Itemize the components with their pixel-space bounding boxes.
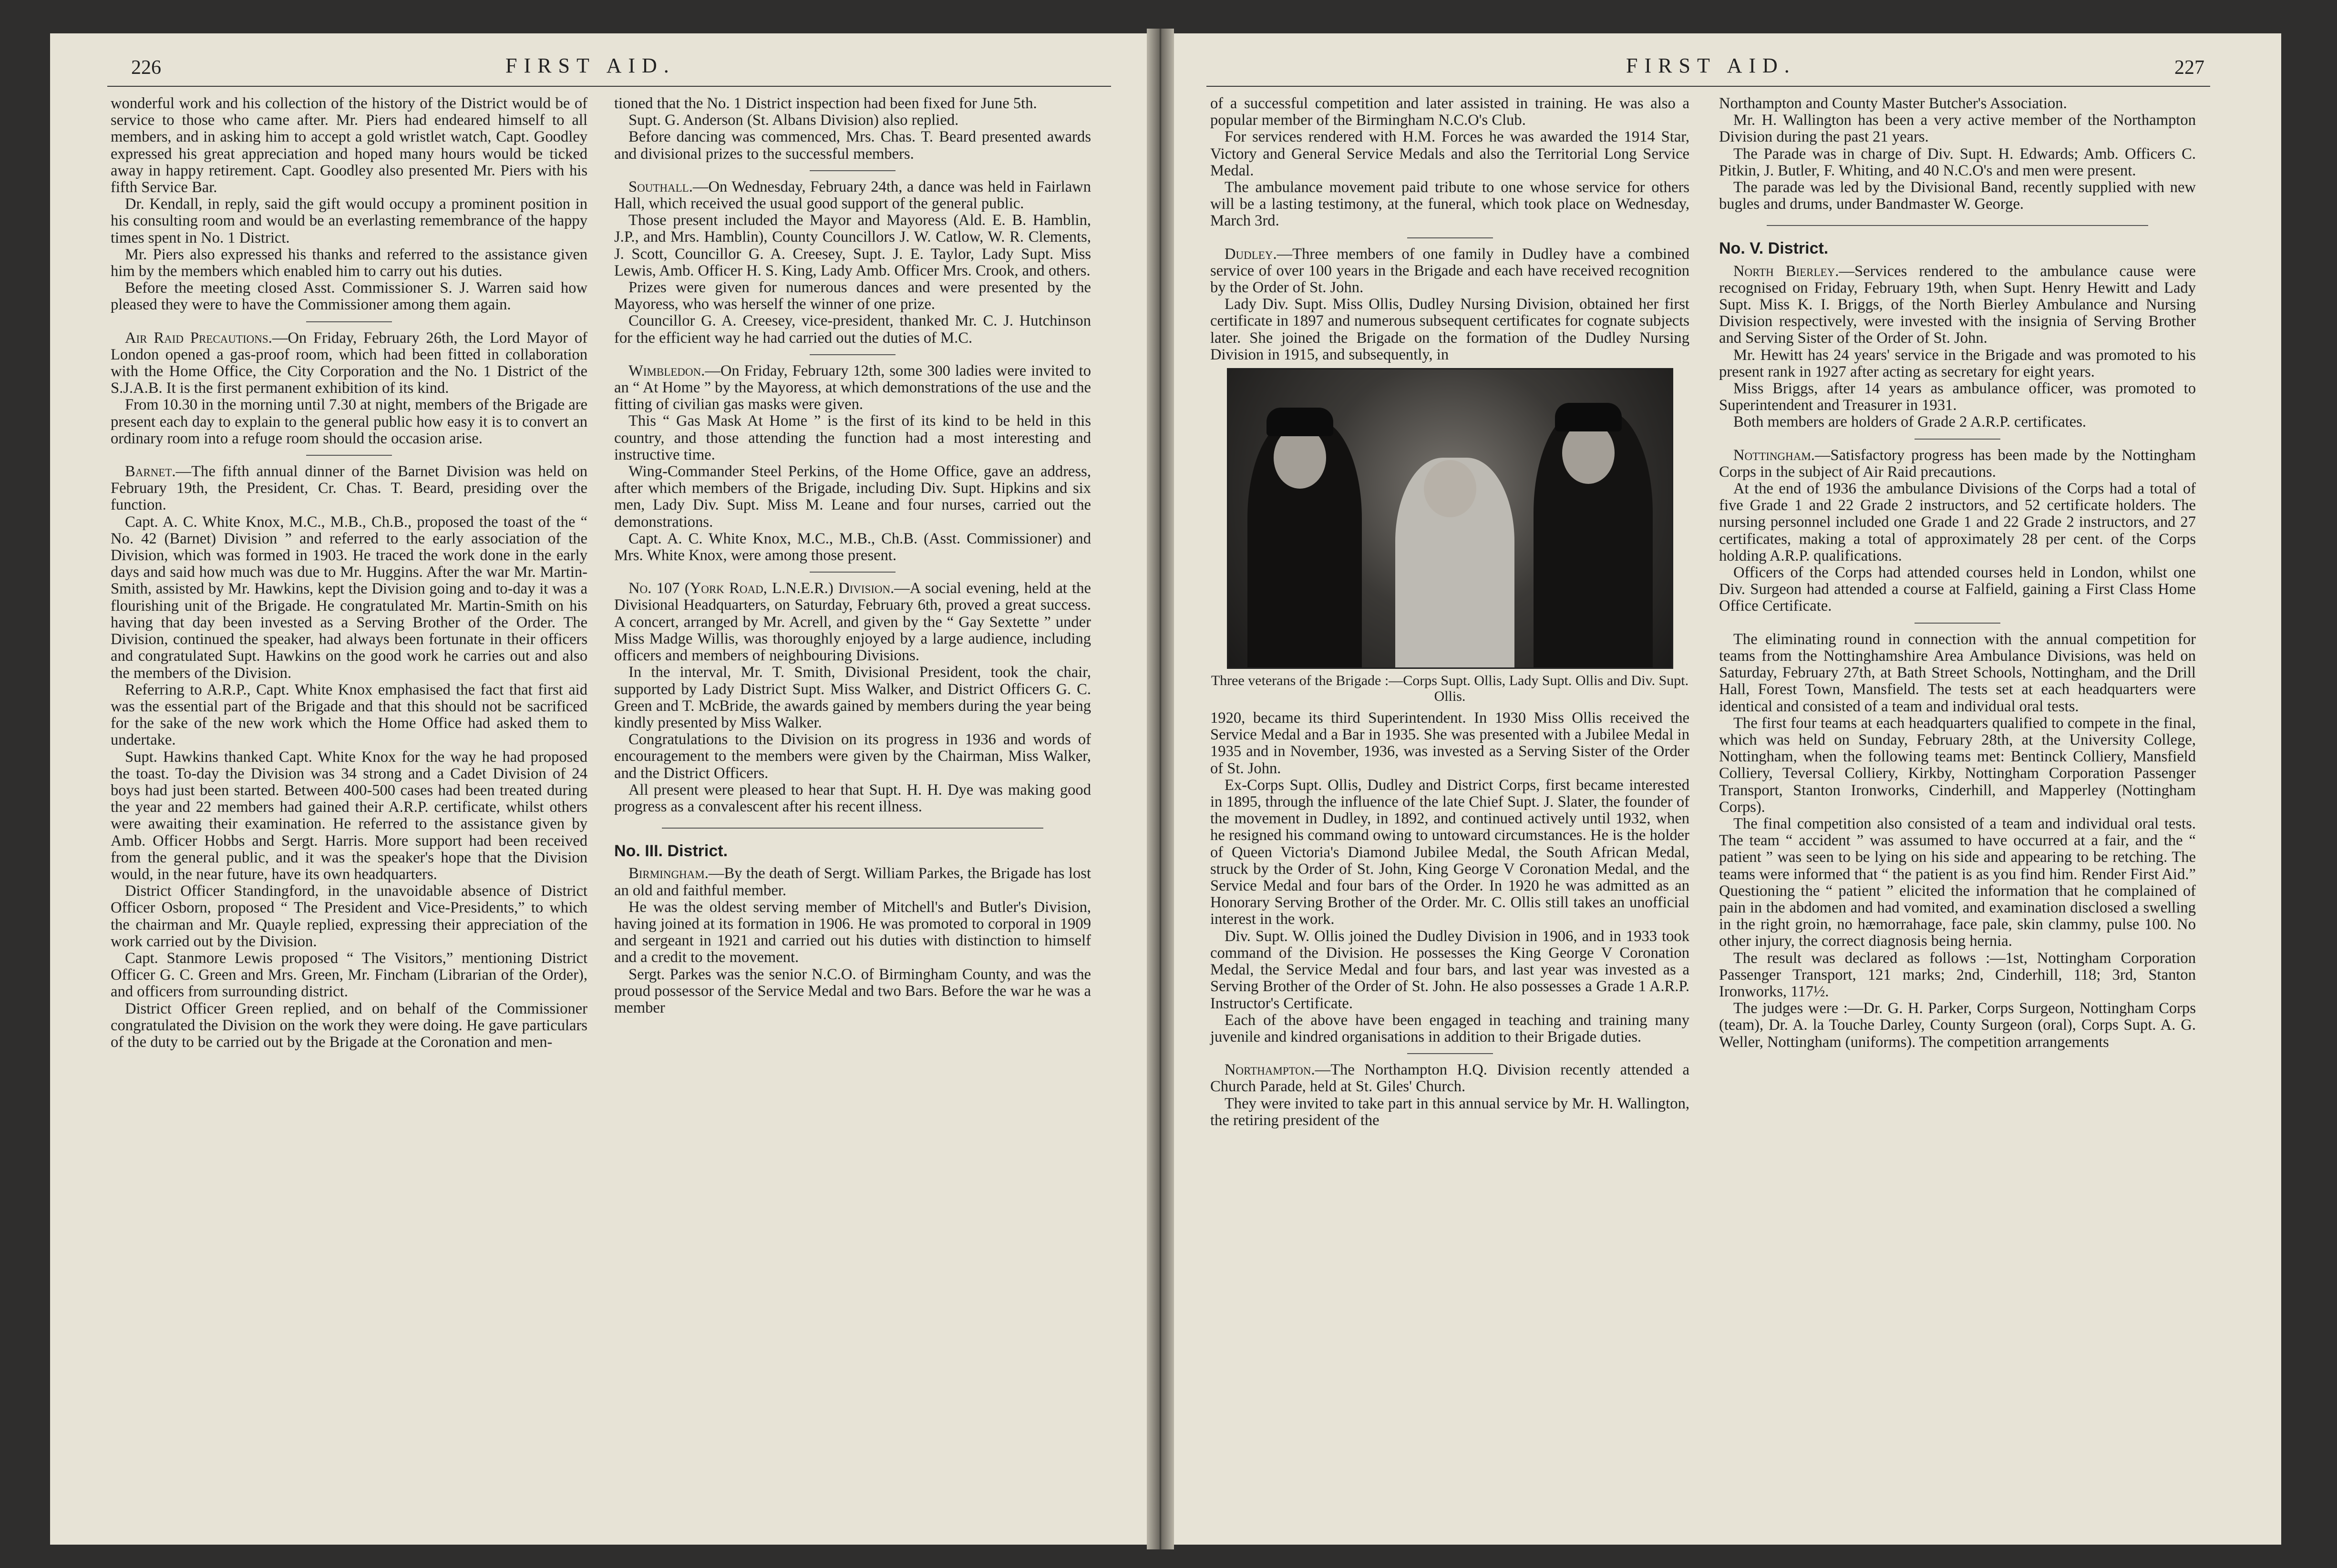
section-separator bbox=[306, 321, 392, 322]
paragraph-text: —By the death of Sergt. William Parkes, the Brigade has lost an old and faithful member. bbox=[614, 865, 1091, 899]
paragraph-text: —On Friday, February 26th, the Lord Mayor of London opened a gas-proof room, which had been fitted in collaboration with the Home Office, the City Corporation and the No. 1 District of the S.J.A.B. It is the first permanent exhibition of its kind. bbox=[111, 329, 588, 397]
paragraph bbox=[111, 682, 587, 749]
paragraph-text: Before the meeting closed Asst. Commissioner S. J. Warren said how pleased they were to have the Commissioner among them again. bbox=[111, 279, 587, 314]
paragraph bbox=[1719, 112, 2196, 145]
paragraph bbox=[1719, 347, 2196, 380]
paragraph-lead: Nottingham. bbox=[1733, 446, 1815, 464]
paragraph-text: District Officer Standingford, in the unavoidable absence of District Officer Osborn, proposed “ The President and Vice-Presidents,” to which the chairman and Mr. Quayle replied, expressing their appreciation of the work carried out by the Division. bbox=[111, 882, 587, 950]
paragraph bbox=[1719, 263, 2196, 347]
paragraph bbox=[1210, 928, 1689, 1012]
paragraph bbox=[1210, 179, 1689, 230]
paragraph-text: At the end of 1936 the ambulance Divisions of the Corps had a total of five Grade 1 and 22 Grade 2 instructors, and 52 certificate holders. The nursing personnel included one Grade 1 and 22 Grade 2 instructors, and 27 certificates, making a total of approximately 28 per cent. of the Corps holding A.R.P. qualifications. bbox=[1719, 480, 2196, 564]
paragraph-lead: Birmingham. bbox=[628, 865, 709, 882]
district-rule bbox=[1767, 225, 2148, 226]
paragraph bbox=[614, 782, 1091, 815]
paragraph bbox=[1210, 95, 1689, 129]
paragraph-text: —The Northampton H.Q. Division recently attended a Church Parade, held at St. Giles' Church. bbox=[1210, 1061, 1689, 1096]
paragraph bbox=[1719, 715, 2196, 816]
paragraph bbox=[1210, 1096, 1689, 1129]
paragraph-text: Each of the above have been engaged in teaching and training many juvenile and kindred organisations in addition to their Brigade duties. bbox=[1210, 1011, 1689, 1045]
paragraph bbox=[111, 330, 587, 397]
district-rule bbox=[662, 828, 1043, 829]
paragraph-text: of a successful competition and later assisted in training. He was also a popular member of the Birmingham N.C.O's Club. bbox=[1210, 95, 1689, 129]
paragraph bbox=[1719, 146, 2196, 179]
paragraph-text: Supt. G. Anderson (St. Albans Division) also replied. bbox=[628, 112, 959, 129]
left-column-1 bbox=[111, 95, 587, 1051]
right-page-number: 227 bbox=[2174, 57, 2204, 79]
paragraph bbox=[614, 313, 1091, 346]
paragraph bbox=[111, 196, 587, 246]
paragraph-text: —On Friday, February 12th, some 300 ladies were invited to an “ At Home ” by the Mayoress, at which demonstrations of the use and the fitting of civilian gas masks were given. bbox=[614, 362, 1091, 413]
paragraph-lead: Air Raid Precautions. bbox=[125, 329, 272, 347]
right-column-2 bbox=[1719, 95, 2196, 1051]
cap-left bbox=[1266, 408, 1333, 436]
section-separator bbox=[810, 572, 896, 573]
paragraph bbox=[614, 129, 1091, 162]
paragraph-lead: Dudley. bbox=[1225, 245, 1277, 263]
section-separator bbox=[1407, 237, 1493, 238]
left-header-rule bbox=[107, 86, 1111, 87]
paragraph-text: Capt. A. C. White Knox, M.C., M.B., Ch.B., proposed the toast of the “ No. 42 (Barnet) Division ” and referred to the early association of the Division, which was formed in 1903. He traced the work done in the early days and said how much was due to Mr. Huggins. After the war Mr. Martin-Smith, assisted by Mr. Hawkins, kept the Division going and to-day it was a flourishing unit of the Brigade. He congratulated Mr. Martin-Smith on his having that day been invested as a Serving Brother of the Order. The Division, continued the speaker, had always been fortunate in their officers and congratulated Supt. Hawkins on the good work he carries out and also the members of the Division. bbox=[111, 513, 587, 682]
photo-caption: Three veterans of the Brigade :—Corps Supt. Ollis, Lady Supt. Ollis and Div. Supt. Ollis. bbox=[1211, 673, 1689, 705]
paragraph bbox=[1210, 246, 1689, 297]
paragraph-text: —Three members of one family in Dudley have a combined service of over 100 years in the Brigade and each have received recognition by the Order of St. John. bbox=[1210, 245, 1689, 297]
paragraph bbox=[1719, 447, 2196, 481]
paragraph bbox=[1719, 95, 2196, 112]
paragraph bbox=[111, 514, 587, 682]
paragraph-text: The parade was led by the Divisional Band, recently supplied with new bugles and drums, under Bandmaster W. George. bbox=[1719, 179, 2196, 213]
paragraph bbox=[111, 1001, 587, 1051]
paragraph bbox=[111, 950, 587, 1001]
paragraph bbox=[614, 95, 1091, 112]
paragraph-text: The eliminating round in connection with the annual competition for teams from the Nottinghamshire Area Ambulance Divisions, was held on Saturday, February 27th, at Bath Street Schools, Nottingham, and the Drill Hall, Forest Town, Mansfield. The tests set at each headquarters were identical and consisted of a team and individual oral tests. bbox=[1719, 630, 2196, 715]
district-heading: No. V. District. bbox=[1719, 239, 1829, 258]
paragraph-text: Wing-Commander Steel Perkins, of the Home Office, gave an address, after which members of the Brigade, including Div. Supt. Hipkins and six men, Lady Div. Supt. Miss M. Leane and four nurses, carried out the demonstrations. bbox=[614, 463, 1091, 531]
paragraph-text: The result was declared as follows :—1st, Nottingham Corporation Passenger Transport, 121 marks; 2nd, Cinderhill, 118; 3rd, Stanton Ironworks, 117½. bbox=[1719, 949, 2196, 1000]
paragraph-lead: No. 107 (York Road, L.N.E.R.) Division. bbox=[628, 580, 895, 597]
section-separator bbox=[1407, 1053, 1493, 1054]
paragraph-text: —A social evening, held at the Divisional Headquarters, on Saturday, February 6th, proved a great success. A concert, arranged by Mr. Acrell, and given by the “ Gay Sextette ” under Miss Madge Willis, was thoroughly enjoyed by a large audience, including officers and members of neighbouring Divisions. bbox=[614, 580, 1091, 665]
paragraph-text: Supt. Hawkins thanked Capt. White Knox for the way he had proposed the toast. To-day the Division was 34 strong and a Cadet Division of 24 boys had just been started. Between 400-500 cases had been treated during the year and 22 members had gained their A.R.P. certificate, whilst others were awaiting their examination. He referred to the assistance given by Amb. Officer Hobbs and Sergt. Harris. More support had been received from the general public, and it was the speaker's hope that the Division would, in the near future, have its own headquarters. bbox=[111, 748, 587, 883]
paragraph-text: The Parade was in charge of Div. Supt. H. Edwards; Amb. Officers C. Pitkin, J. Butler, F. Whiting, and 40 N.C.O's and men were present. bbox=[1719, 145, 2196, 179]
left-column-2 bbox=[614, 95, 1091, 1016]
paragraph-text: This “ Gas Mask At Home ” is the first of its kind to be held in this country, and those attending the function had a most interesting and instructive time. bbox=[614, 412, 1091, 463]
cap-right bbox=[1555, 403, 1622, 431]
district-heading: No. III. District. bbox=[614, 842, 728, 861]
paragraph-text: 1920, became its third Superintendent. In 1930 Miss Ollis received the Service Medal and a Bar in 1935. She was presented with a Jubilee Medal in 1935 and in November, 1936, was invested as a Serving Sister of the Order of St. John. bbox=[1210, 709, 1689, 777]
section-separator bbox=[1915, 439, 2000, 440]
paragraph-text: All present were pleased to hear that Supt. H. H. Dye was making good progress as a convalescent after his recent illness. bbox=[614, 781, 1091, 815]
paragraph bbox=[614, 179, 1091, 212]
paragraph bbox=[1210, 1062, 1689, 1095]
section-separator bbox=[306, 455, 392, 456]
paragraph bbox=[111, 463, 587, 514]
paragraph-text: For services rendered with H.M. Forces he was awarded the 1914 Star, Victory and General Service Medals and also the Territorial Long Service Medal. bbox=[1210, 128, 1689, 179]
paragraph-text: tioned that the No. 1 District inspection had been fixed for June 5th. bbox=[614, 95, 1037, 112]
left-page-number: 226 bbox=[131, 57, 161, 79]
paragraph bbox=[1719, 816, 2196, 950]
paragraph-text: —Satisfactory progress has been made by the Nottingham Corps in the subject of Air Raid precautions. bbox=[1719, 446, 2196, 481]
paragraph bbox=[614, 112, 1091, 129]
paragraph bbox=[614, 580, 1091, 664]
paragraph-lead: North Bierley. bbox=[1733, 262, 1839, 280]
paragraph-text: Those present included the Mayor and Mayoress (Ald. E. B. Hamblin, J.P., and Mrs. Hamblin), County Councillors J. W. Catlow, W. R. Clements, J. Scott, Councillor G. A. Creesey, Supt. J. E. Taylor, Lady Supt. Miss Lewis, Amb. Officer H. S. King, Lady Amb. Officer Mrs. Crook, and others. bbox=[614, 212, 1091, 279]
left-running-head: FIRST AID. bbox=[505, 54, 676, 77]
paragraph-lead: Southall. bbox=[628, 178, 693, 195]
paragraph-text: The final competition also consisted of a team and individual oral tests. The team “ accident ” was assumed to have occurred at a fair, and the “ patient ” was seen to be lying on his side and appearing to be retching. The teams were informed that “ the patient is as you find him. Render First Aid.” Questioning the “ patient ” elicited the information that he complained of pain in the abdomen and had vomited, and examination disclosed a swelling in the right groin, no hæmorrahage, face pale, skin clammy, pulse 100. No other injury, the correct diagnosis being hernia. bbox=[1719, 815, 2196, 950]
paragraph bbox=[614, 363, 1091, 413]
paragraph-text: From 10.30 in the morning until 7.30 at night, members of the Brigade are present each day to explain to the general public how easy it is to convert an ordinary room into a refuge room should the occasion arise. bbox=[111, 396, 587, 447]
paragraph bbox=[1719, 631, 2196, 715]
paragraph-text: Before dancing was commenced, Mrs. Chas. T. Beard presented awards and divisional prizes to the successful members. bbox=[614, 128, 1091, 163]
paragraph bbox=[111, 749, 587, 883]
paragraph-text: wonderful work and his collection of the history of the District would be of service to those who came after. Mr. Piers had endeared himself to all members, and in asking him to accept a gold wristlet watch, Capt. Goodley expressed his great appreciation and hoped many hours would be ticked away in happy retirement. Capt. Goodley also presented Mr. Piers with his fifth Service Bar. bbox=[111, 95, 587, 196]
paragraph bbox=[1210, 710, 1689, 777]
paragraph-text: The ambulance movement paid tribute to one whose service for others will be a lasting testimony, at the funeral, which took place on Wednesday, March 3rd. bbox=[1210, 179, 1689, 230]
paragraph-lead: Wimbledon. bbox=[628, 362, 705, 379]
paragraph-text: —On Wednesday, February 24th, a dance was held in Fairlawn Hall, which received the usual good support of the general public. bbox=[614, 178, 1091, 213]
section-separator bbox=[1915, 623, 2000, 624]
section-separator bbox=[810, 170, 896, 171]
head-center bbox=[1424, 460, 1476, 517]
book-gutter bbox=[1147, 29, 1174, 1549]
paragraph-text: Councillor G. A. Creesey, vice-president, thanked Mr. C. J. Hutchinson for the efficient way he had carried out the duties of M.C. bbox=[614, 312, 1091, 347]
paragraph-text: He was the oldest serving member of Mitchell's and Butler's Division, having joined at its formation in 1906. He was promoted to corporal in 1909 and sergeant in 1921 and carried out his duties with distinction to himself and a credit to the movement. bbox=[614, 898, 1091, 966]
paragraph bbox=[111, 883, 587, 950]
paragraph bbox=[614, 899, 1091, 966]
paragraph-text: Dr. Kendall, in reply, said the gift would occupy a prominent position in his consulting room and would be an everlasting remembrance of the happy times spent in No. 1 District. bbox=[111, 195, 587, 246]
paragraph-text: Sergt. Parkes was the senior N.C.O. of Birmingham County, and was the proud possessor of the Service Medal and two Bars. Before the war he was a member bbox=[614, 965, 1091, 1016]
section-separator bbox=[810, 354, 896, 355]
paragraph-text: Both members are holders of Grade 2 A.R.P. certificates. bbox=[1733, 413, 2087, 431]
paragraph-text: The judges were :—Dr. G. H. Parker, Corps Surgeon, Nottingham Corps (team), Dr. A. la Touche Darley, County Surgeon (oral), Corps Supt. A. G. Weller, Nottingham (uniforms). The competition arrangements bbox=[1719, 1000, 2196, 1051]
right-column-1 bbox=[1210, 95, 1689, 1129]
right-running-head: FIRST AID. bbox=[1626, 54, 1796, 77]
paragraph bbox=[614, 664, 1091, 731]
paragraph bbox=[1719, 950, 2196, 1001]
paragraph bbox=[1210, 777, 1689, 928]
paragraph bbox=[111, 280, 587, 313]
paragraph bbox=[1719, 481, 2196, 564]
paragraph bbox=[614, 865, 1091, 899]
paragraph-text: Mr. H. Wallington has been a very active member of the Northampton Division during the past 21 years. bbox=[1719, 112, 2196, 146]
paragraph-text: Mr. Hewitt has 24 years' service in the Brigade and was promoted to his present rank in 1927 after acting as secretary for eight years. bbox=[1719, 346, 2196, 380]
paragraph bbox=[1210, 296, 1689, 363]
paragraph bbox=[1719, 380, 2196, 414]
paragraph-text: Ex-Corps Supt. Ollis, Dudley and District Corps, first became interested in 1895, through the influence of the late Chief Supt. J. Slater, the founder of the movement in Dudley, in 1892, and continued actively until 1932, when he resigned his command owing to untoward circumstances. He is the holder of Queen Victoria's Diamond Jubilee Medal, the South African Medal, struck by the Order of St. John, King George V Coronation Medal, and the Service Medal and four bars of the Order. In 1920 he was admitted as an Honorary Serving Brother of the Order. Mr. C. Ollis still takes an unofficial interest in the work. bbox=[1210, 776, 1689, 928]
paragraph-text: Prizes were given for numerous dances and were presented by the Mayoress, who was herself the winner of one prize. bbox=[614, 279, 1091, 313]
paragraph bbox=[614, 279, 1091, 313]
paragraph bbox=[111, 95, 587, 196]
paragraph-text: Capt. Stanmore Lewis proposed “ The Visitors,” mentioning District Officer G. C. Green and Mrs. Green, Mr. Fincham (Librarian of the Order), and officers from surrounding district. bbox=[111, 949, 587, 1001]
paragraph bbox=[1210, 129, 1689, 179]
paragraph-text: Officers of the Corps had attended courses held in London, whilst one Div. Surgeon had attended a course at Falfield, gaining a First Class Home Office Certificate. bbox=[1719, 564, 2196, 615]
paragraph-text: The first four teams at each headquarters qualified to compete in the final, which was held on Sunday, February 28th, at the University College, Nottingham, when the following teams met: Bentinck Colliery, Mansfield Colliery, Teversal Colliery, Kirkby, Nottingham Corporation Passenger Transport, Stanton Ironworks, Cinderhill, and Mapperley (Nottingham Corps). bbox=[1719, 714, 2196, 816]
paragraph bbox=[614, 413, 1091, 463]
paragraph-text: Lady Div. Supt. Miss Ollis, Dudley Nursing Division, obtained her first certificate in 1897 and numerous subsequent certificates for cognate subjects later. She joined the Brigade on the formation of the Dudley Nursing Division in 1915, and subsequently, in bbox=[1210, 296, 1689, 363]
veterans-photo bbox=[1227, 368, 1673, 669]
paragraph bbox=[1210, 1012, 1689, 1045]
paragraph-text: —The fifth annual dinner of the Barnet Division was held on February 19th, the President, Cr. Chas. T. Beard, presiding over the function. bbox=[111, 463, 587, 514]
paragraph bbox=[614, 731, 1091, 782]
paragraph bbox=[1719, 414, 2196, 430]
right-header-rule bbox=[1206, 86, 2210, 87]
paragraph-text: Div. Supt. W. Ollis joined the Dudley Division in 1906, and in 1933 took command of the Division. He possesses the King George V Coronation Medal, the Service Medal and four bars, and last year was invested as a Serving Brother of the Order of St. John. He also possesses a Grade 1 A.R.P. Instructor's Certificate. bbox=[1210, 927, 1689, 1012]
paragraph bbox=[1719, 179, 2196, 213]
paragraph bbox=[614, 966, 1091, 1017]
paragraph-text: Congratulations to the Division on its progress in 1936 and words of encouragement to the members were given by the Chairman, Miss Walker, and the District Officers. bbox=[614, 731, 1091, 782]
paragraph bbox=[111, 246, 587, 280]
paragraph-text: —Services rendered to the ambulance cause were recognised on Friday, February 19th, when Supt. Henry Hewitt and Lady Supt. Miss K. I. Briggs, of the North Bierley Ambulance and Nursing Division respectively, were invested with the insignia of Serving Brother and Serving Sister of the Order of St. John. bbox=[1719, 262, 2196, 347]
paragraph-text: They were invited to take part in this annual service by Mr. H. Wallington, the retiring president of the bbox=[1210, 1095, 1689, 1129]
paragraph-text: Miss Briggs, after 14 years as ambulance officer, was promoted to Superintendent and Treasurer in 1931. bbox=[1719, 380, 2196, 414]
paragraph bbox=[111, 397, 587, 447]
paragraph bbox=[1719, 564, 2196, 615]
paragraph-text: Referring to A.R.P., Capt. White Knox emphasised the fact that first aid was the essential part of the Brigade and that this should not be sacrificed for the sake of the new work which the Home Office had asked them to undertake. bbox=[111, 681, 587, 749]
paragraph-text: Mr. Piers also expressed his thanks and referred to the assistance given him by the members which enabled him to carry out his duties. bbox=[111, 246, 587, 280]
paragraph-text: District Officer Green replied, and on behalf of the Commissioner congratulated the Division on the work they were doing. He gave particulars of the duty to be carried out by the Brigade at the Coronation and men- bbox=[111, 1000, 587, 1051]
paragraph-lead: Northampton. bbox=[1225, 1061, 1315, 1079]
paragraph-text: Capt. A. C. White Knox, M.C., M.B., Ch.B. (Asst. Commissioner) and Mrs. White Knox, were among those present. bbox=[614, 530, 1091, 564]
paragraph bbox=[1719, 1000, 2196, 1051]
paragraph-text: In the interval, Mr. T. Smith, Divisional President, took the chair, supported by Lady District Supt. Miss Walker, and District Officers G. C. Green and T. McBride, the awards gained by members during the year being kindly presented by Miss Walker. bbox=[614, 664, 1091, 731]
paragraph bbox=[614, 463, 1091, 531]
paragraph bbox=[614, 212, 1091, 279]
paragraph bbox=[614, 531, 1091, 564]
paragraph-lead: Barnet. bbox=[125, 463, 176, 481]
paragraph-text: Northampton and County Master Butcher's Association. bbox=[1719, 95, 2067, 112]
